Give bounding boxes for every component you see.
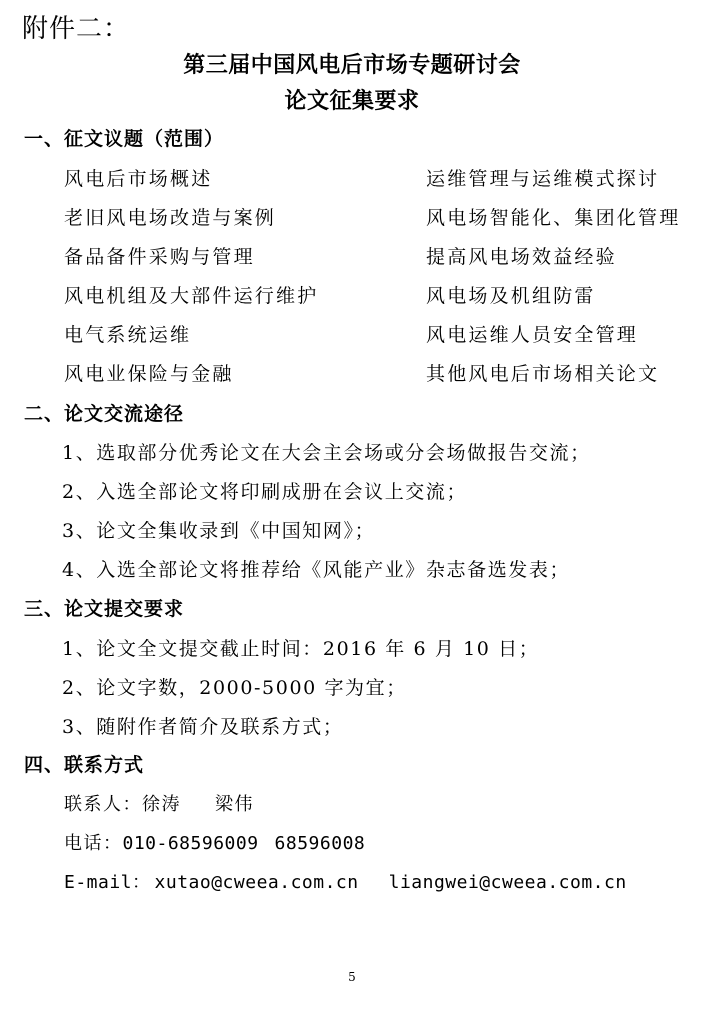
phone-label: 电话： xyxy=(64,833,123,854)
topic-item: 风电业保险与金融 xyxy=(64,363,234,385)
email-link-1[interactable]: xutao@cweea.com.cn xyxy=(154,872,359,893)
section-heading-exchange: 二、论文交流途径 xyxy=(24,403,185,425)
exchange-item: 1、选取部分优秀论文在大会主会场或分会场做报告交流； xyxy=(62,442,591,464)
topic-item: 风电场智能化、集团化管理 xyxy=(426,207,681,229)
contact-person-2: 梁伟 xyxy=(215,794,254,815)
topic-item: 提高风电场效益经验 xyxy=(426,246,617,268)
section-heading-contact: 四、联系方式 xyxy=(24,754,145,776)
topic-item: 风电机组及大部件运行维护 xyxy=(64,285,319,307)
topic-item: 电气系统运维 xyxy=(64,324,192,346)
contact-email xyxy=(64,868,627,894)
topic-item: 运维管理与运维模式探讨 xyxy=(426,168,660,190)
topic-item: 备品备件采购与管理 xyxy=(64,246,255,268)
phone-number-2: 68596008 xyxy=(274,833,366,854)
section-heading-topics: 一、征文议题（范围） xyxy=(24,128,225,150)
email-label: E-mail： xyxy=(64,872,151,893)
topic-item: 风电场及机组防雷 xyxy=(426,285,596,307)
attachment-label: 附件二： xyxy=(22,14,131,44)
submission-item: 2、论文字数，2000-5000 字为宜； xyxy=(62,677,407,699)
exchange-item: 3、论文全集收录到《中国知网》； xyxy=(62,520,376,542)
document-subtitle: 论文征集要求 xyxy=(284,89,420,114)
contact-people xyxy=(64,790,254,816)
contact-people-label: 联系人： xyxy=(64,794,142,815)
topic-item: 风电运维人员安全管理 xyxy=(426,324,639,346)
submission-item: 3、随附作者简介及联系方式； xyxy=(62,716,344,738)
email-link-2[interactable]: liangwei@cweea.com.cn xyxy=(388,872,627,893)
contact-person-1: 徐涛 xyxy=(142,794,181,815)
topic-item: 老旧风电场改造与案例 xyxy=(64,207,277,229)
contact-phone xyxy=(64,829,365,855)
section-heading-submission: 三、论文提交要求 xyxy=(24,598,185,620)
page-number: 5 xyxy=(348,970,356,984)
topic-item: 其他风电后市场相关论文 xyxy=(426,363,660,385)
exchange-item: 2、入选全部论文将印刷成册在会议上交流； xyxy=(62,481,468,503)
topic-item: 风电后市场概述 xyxy=(64,168,213,190)
phone-number-1: 010-68596009 xyxy=(122,833,259,854)
exchange-item: 4、入选全部论文将推荐给《风能产业》杂志备选发表； xyxy=(62,559,571,581)
submission-item: 1、论文全文提交截止时间：2016 年 6 月 10 日； xyxy=(62,638,540,660)
document-title: 第三届中国风电后市场专题研讨会 xyxy=(183,53,521,78)
